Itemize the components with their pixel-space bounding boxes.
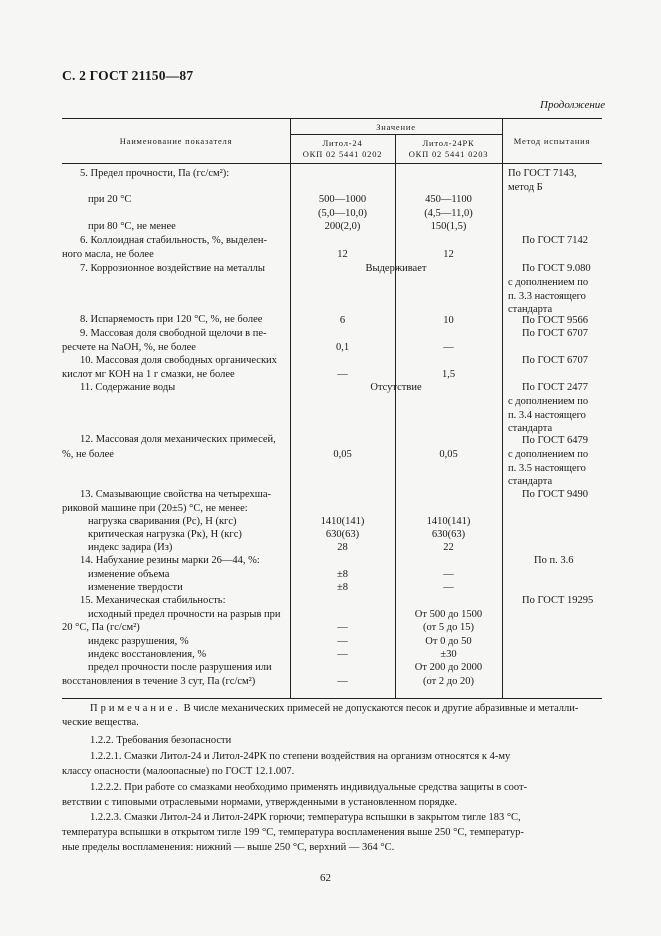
header-litol24rk-code: ОКП 02 5441 0203 bbox=[408, 149, 489, 159]
indicator-name: 6. Коллоидная стабильность, %, выделен- bbox=[80, 235, 267, 246]
method-text: стандарта bbox=[508, 304, 553, 315]
column-divider bbox=[502, 118, 503, 699]
note-text-continued: ческие вещества. bbox=[62, 717, 139, 728]
indicator-name: ресчете на NaOH, %, не более bbox=[62, 342, 196, 353]
table-bottom-rule bbox=[62, 698, 602, 699]
litol24rk-value: 0,05 bbox=[439, 449, 458, 460]
indicator-name: 20 °С, Па (гс/см²) bbox=[62, 622, 140, 633]
litol24-value: 12 bbox=[337, 249, 348, 260]
method-text: По ГОСТ 6707 bbox=[522, 328, 589, 339]
indicator-name: 9. Массовая доля свободной щелочи в пе- bbox=[80, 328, 267, 339]
table-top-rule bbox=[62, 118, 602, 119]
litol24rk-value: 1410(141) bbox=[426, 516, 471, 527]
header-method: Метод испытания bbox=[513, 136, 591, 146]
indicator-name: кислот мг КОН на 1 г смазки, не более bbox=[62, 369, 235, 380]
litol24rk-value: (от 5 до 15) bbox=[423, 622, 474, 633]
litol24rk-value: 150(1,5) bbox=[430, 221, 467, 232]
continuation-label: Продолжение bbox=[540, 99, 606, 111]
indicator-name: изменение объема bbox=[88, 569, 170, 580]
page-number: 62 bbox=[320, 872, 331, 884]
method-text: с дополнением по bbox=[508, 449, 589, 460]
indicator-name: 5. Предел прочности, Па (гс/см²): bbox=[80, 168, 230, 179]
litol24-value: 28 bbox=[337, 542, 348, 553]
method-text: По ГОСТ 6479 bbox=[522, 435, 589, 446]
method-text: По ГОСТ 19295 bbox=[522, 595, 594, 606]
litol24rk-value: — bbox=[443, 569, 454, 580]
litol24-value: — bbox=[337, 676, 348, 687]
litol24-value: — bbox=[337, 649, 348, 660]
litol24rk-value: — bbox=[443, 342, 454, 353]
method-text: По ГОСТ 7142 bbox=[522, 235, 589, 246]
method-text: п. 3.3 настоящего bbox=[508, 291, 586, 302]
indicator-name: 12. Массовая доля механических примесей, bbox=[80, 434, 276, 445]
method-text: По п. 3.6 bbox=[534, 555, 574, 566]
litol24rk-value: ±30 bbox=[440, 649, 457, 660]
indicator-name: при 80 °С, не менее bbox=[88, 221, 176, 232]
litol24rk-value: 12 bbox=[443, 249, 454, 260]
document-header: С. 2 ГОСТ 21150—87 bbox=[62, 68, 194, 83]
litol24-value: 200(2,0) bbox=[324, 221, 361, 232]
paragraph: 1.2.2.2. При работе со смазками необходимо применять индивидуальные средства защиты в соот- bbox=[90, 782, 528, 793]
method-text: По ГОСТ 9490 bbox=[522, 489, 589, 500]
litol24rk-value: (от 2 до 20) bbox=[423, 676, 474, 687]
litol24rk-value: 630(63) bbox=[431, 529, 466, 540]
method-text: По ГОСТ 9.080 bbox=[522, 263, 591, 274]
indicator-name: 8. Испаряемость при 120 °С, %, не более bbox=[80, 314, 263, 325]
method-text: По ГОСТ 2477 bbox=[522, 382, 589, 393]
litol24-value: ±8 bbox=[336, 582, 348, 593]
paragraph: ные пределы воспламенения: нижний — выше 250 °С, верхний — 364 °С. bbox=[62, 842, 395, 853]
value-subheader-rule bbox=[290, 134, 502, 135]
litol24-value: ±8 bbox=[336, 569, 348, 580]
indicator-name: исходный предел прочности на разрыв при bbox=[88, 609, 281, 620]
paragraph: температура вспышки в открытом тигле 199 °С, температура воспламенения выше 250 °С, температур- bbox=[62, 827, 524, 838]
paragraph: 1.2.2.3. Смазки Литол-24 и Литол-24РК горючи; температура вспышки в закрытом тигле 183 °С, bbox=[90, 812, 521, 823]
method-text: стандарта bbox=[508, 423, 553, 434]
merged-value-water: Отсутствие bbox=[370, 382, 422, 393]
indicator-name: %, не более bbox=[62, 449, 114, 460]
litol24-value: — bbox=[337, 636, 348, 647]
litol24-value: 6 bbox=[339, 315, 346, 326]
merged-value-corrosion: Выдерживает bbox=[365, 263, 427, 274]
litol24-value: 0,05 bbox=[333, 449, 352, 460]
header-value: Значение bbox=[376, 122, 416, 132]
indicator-name: 15. Механическая стабильность: bbox=[80, 595, 226, 606]
litol24rk-value: — bbox=[443, 582, 454, 593]
indicator-name: индекс задира (Из) bbox=[88, 542, 173, 553]
method-text: с дополнением по bbox=[508, 277, 589, 288]
header-name: Наименование показателя bbox=[119, 136, 233, 146]
litol24rk-value: (4,5—11,0) bbox=[424, 208, 473, 219]
method-text: п. 3.5 настоящего bbox=[508, 463, 586, 474]
indicator-name: 10. Массовая доля свободных органических bbox=[80, 355, 277, 366]
method-text: По ГОСТ 9566 bbox=[522, 315, 589, 326]
indicator-name: предел прочности после разрушения или bbox=[88, 662, 272, 673]
litol24-value: 1410(141) bbox=[320, 516, 365, 527]
indicator-name: нагрузка сваривания (Рс), Н (кгс) bbox=[88, 516, 237, 527]
indicator-name: восстановления в течение 3 сут, Па (гс/см²) bbox=[62, 676, 256, 687]
litol24rk-value: От 500 до 1500 bbox=[414, 609, 483, 620]
litol24rk-value: От 200 до 2000 bbox=[414, 662, 483, 673]
litol24-value: — bbox=[337, 369, 348, 380]
litol24-value: 500—1000 bbox=[318, 194, 367, 205]
table-note bbox=[90, 702, 578, 716]
indicator-name: риковой машине при (20±5) °С, не менее: bbox=[62, 503, 248, 514]
indicator-name: 7. Коррозионное воздействие на металлы bbox=[80, 263, 265, 274]
method-text: стандарта bbox=[508, 476, 553, 487]
litol24rk-value: 10 bbox=[443, 315, 454, 326]
indicator-name: индекс разрушения, % bbox=[88, 636, 189, 647]
indicator-name: изменение твердости bbox=[88, 582, 183, 593]
method-text: По ГОСТ 6707 bbox=[522, 355, 589, 366]
litol24-value: (5,0—10,0) bbox=[318, 208, 367, 219]
paragraph: классу опасности (малоопасные) по ГОСТ 12.1.007. bbox=[62, 766, 295, 777]
litol24-value: 0,1 bbox=[335, 342, 350, 353]
indicator-name: 13. Смазывающие свойства на четырехша- bbox=[80, 489, 272, 500]
header-litol24-code: ОКП 02 5441 0202 bbox=[302, 149, 383, 159]
header-litol24: Литол-24 bbox=[322, 138, 363, 148]
header-litol24rk: Литол-24РК bbox=[422, 138, 475, 148]
method-text: По ГОСТ 7143, bbox=[508, 168, 577, 179]
section-heading: 1.2.2. Требования безопасности bbox=[90, 735, 232, 746]
note-text: В числе механических примесей не допускаются песок и другие абразивные и металли- bbox=[183, 703, 579, 714]
properties-table bbox=[62, 118, 602, 700]
litol24rk-value: 1,5 bbox=[441, 369, 456, 380]
method-text: метод Б bbox=[508, 182, 543, 193]
indicator-name: критическая нагрузка (Рк), Н (кгс) bbox=[88, 529, 242, 540]
indicator-name: ного масла, не более bbox=[62, 249, 154, 260]
method-text: п. 3.4 настоящего bbox=[508, 410, 586, 421]
litol24rk-value: От 0 до 50 bbox=[425, 636, 472, 647]
header-bottom-rule bbox=[62, 163, 602, 164]
litol24rk-value: 450—1100 bbox=[425, 194, 472, 205]
litol24rk-value: 22 bbox=[443, 542, 454, 553]
note-label: Примечание. bbox=[90, 703, 181, 714]
litol24-value: — bbox=[337, 622, 348, 633]
litol24-value: 630(63) bbox=[325, 529, 360, 540]
method-text: с дополнением по bbox=[508, 396, 589, 407]
indicator-name: индекс восстановления, % bbox=[88, 649, 207, 660]
indicator-name: 14. Набухание резины марки 26—44, %: bbox=[80, 555, 260, 566]
paragraph: ветствии с типовыми отраслевыми нормами, утвержденными в установленном порядке. bbox=[62, 797, 458, 808]
indicator-name: 11. Содержание воды bbox=[80, 382, 176, 393]
indicator-name: при 20 °С bbox=[88, 194, 132, 205]
paragraph: 1.2.2.1. Смазки Литол-24 и Литол-24РК по степени воздействия на организм относятся к 4-му bbox=[90, 751, 511, 762]
